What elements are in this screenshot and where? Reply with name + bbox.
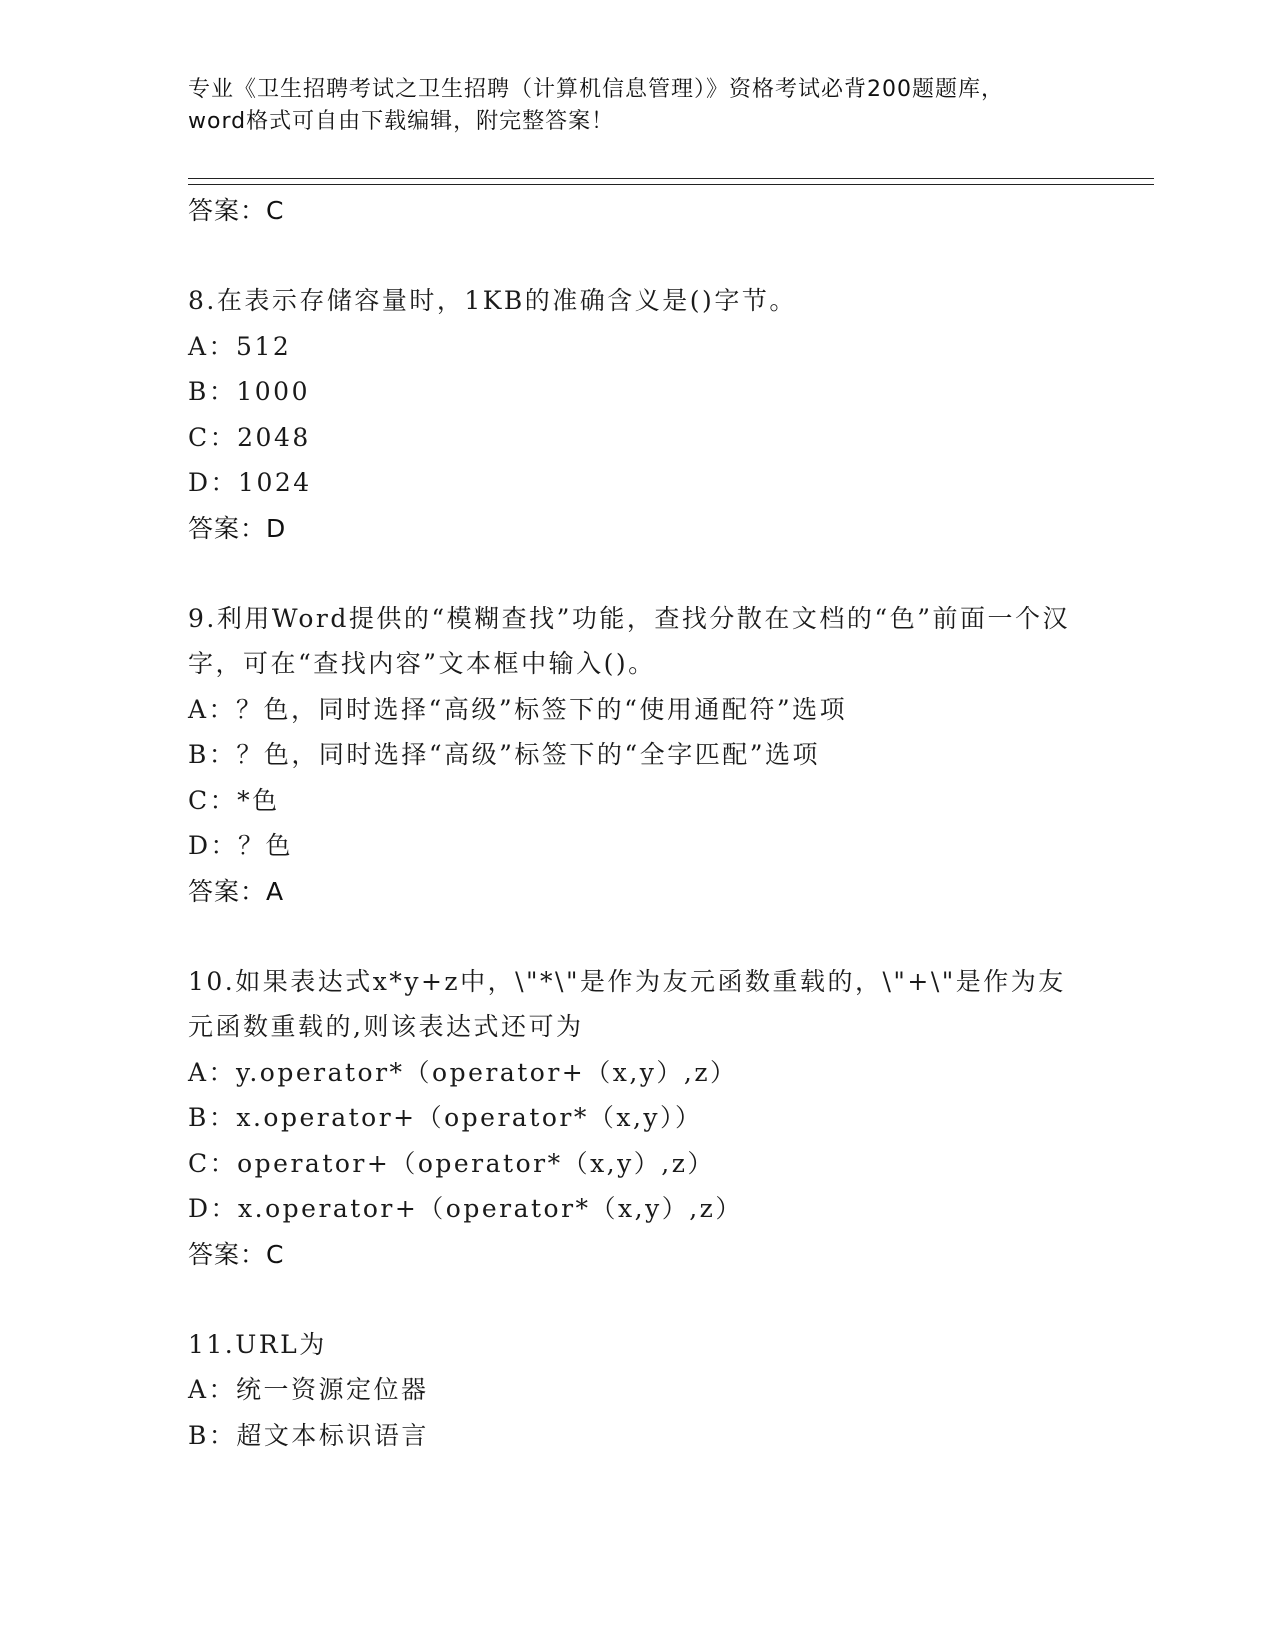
question-9 bbox=[188, 596, 1088, 915]
option-a: A：？色，同时选择“高级”标签下的“使用通配符”选项 bbox=[188, 694, 848, 724]
document-header bbox=[188, 74, 1088, 138]
question-11 bbox=[188, 1322, 1088, 1459]
option-c: C：2048 bbox=[188, 422, 311, 452]
option-a: A：统一资源定位器 bbox=[188, 1375, 429, 1404]
option-b: B：1000 bbox=[188, 377, 310, 406]
option-b: B：？色，同时选择“高级”标签下的“全字匹配”选项 bbox=[188, 740, 820, 769]
option-a: A：y.operator*（operator+（x,y）,z） bbox=[188, 1057, 738, 1087]
option-d: D：x.operator+（operator*（x,y）,z） bbox=[188, 1194, 743, 1223]
answer-line: 答案：C bbox=[188, 196, 285, 225]
header-divider-top bbox=[188, 178, 1154, 179]
header-line-2: word格式可自由下载编辑，附完整答案！ bbox=[188, 109, 615, 134]
option-b: B：x.operator+（operator*（x,y）） bbox=[188, 1103, 703, 1132]
option-b: B：超文本标识语言 bbox=[188, 1420, 429, 1450]
option-d: D：1024 bbox=[188, 468, 312, 497]
question-stem: 9.利用Word提供的“模糊查找”功能，查找分散在文档的“色”前面一个汉字，可在“查找内容”文本框中输入()。 bbox=[188, 603, 1070, 678]
question-10 bbox=[188, 959, 1088, 1278]
answer-line: 答案：A bbox=[188, 876, 285, 906]
header-divider-bottom bbox=[188, 184, 1154, 185]
option-d: D：？色 bbox=[188, 831, 294, 860]
answer-line: 答案：D bbox=[188, 513, 287, 543]
question-list bbox=[188, 188, 1088, 1458]
header-line-1: 专业《卫生招聘考试之卫生招聘（计算机信息管理）》资格考试必背200题题库， bbox=[188, 77, 1004, 102]
answer-line: 答案：C bbox=[188, 1239, 285, 1269]
option-c: C：operator+（operator*（x,y）,z） bbox=[188, 1148, 715, 1178]
option-c: C：*色 bbox=[188, 785, 280, 815]
question-stem: 11.URL为 bbox=[188, 1329, 327, 1359]
option-a: A：512 bbox=[188, 331, 292, 361]
question-8 bbox=[188, 278, 1088, 552]
question-stem: 8.在表示存储容量时，1KB的准确含义是()字节。 bbox=[188, 286, 797, 315]
question-stem: 10.如果表达式x*y+z中，\"*\"是作为友元函数重载的，\"+\"是作为友元函数重载的,则该表达式还可为 bbox=[188, 966, 1066, 1041]
